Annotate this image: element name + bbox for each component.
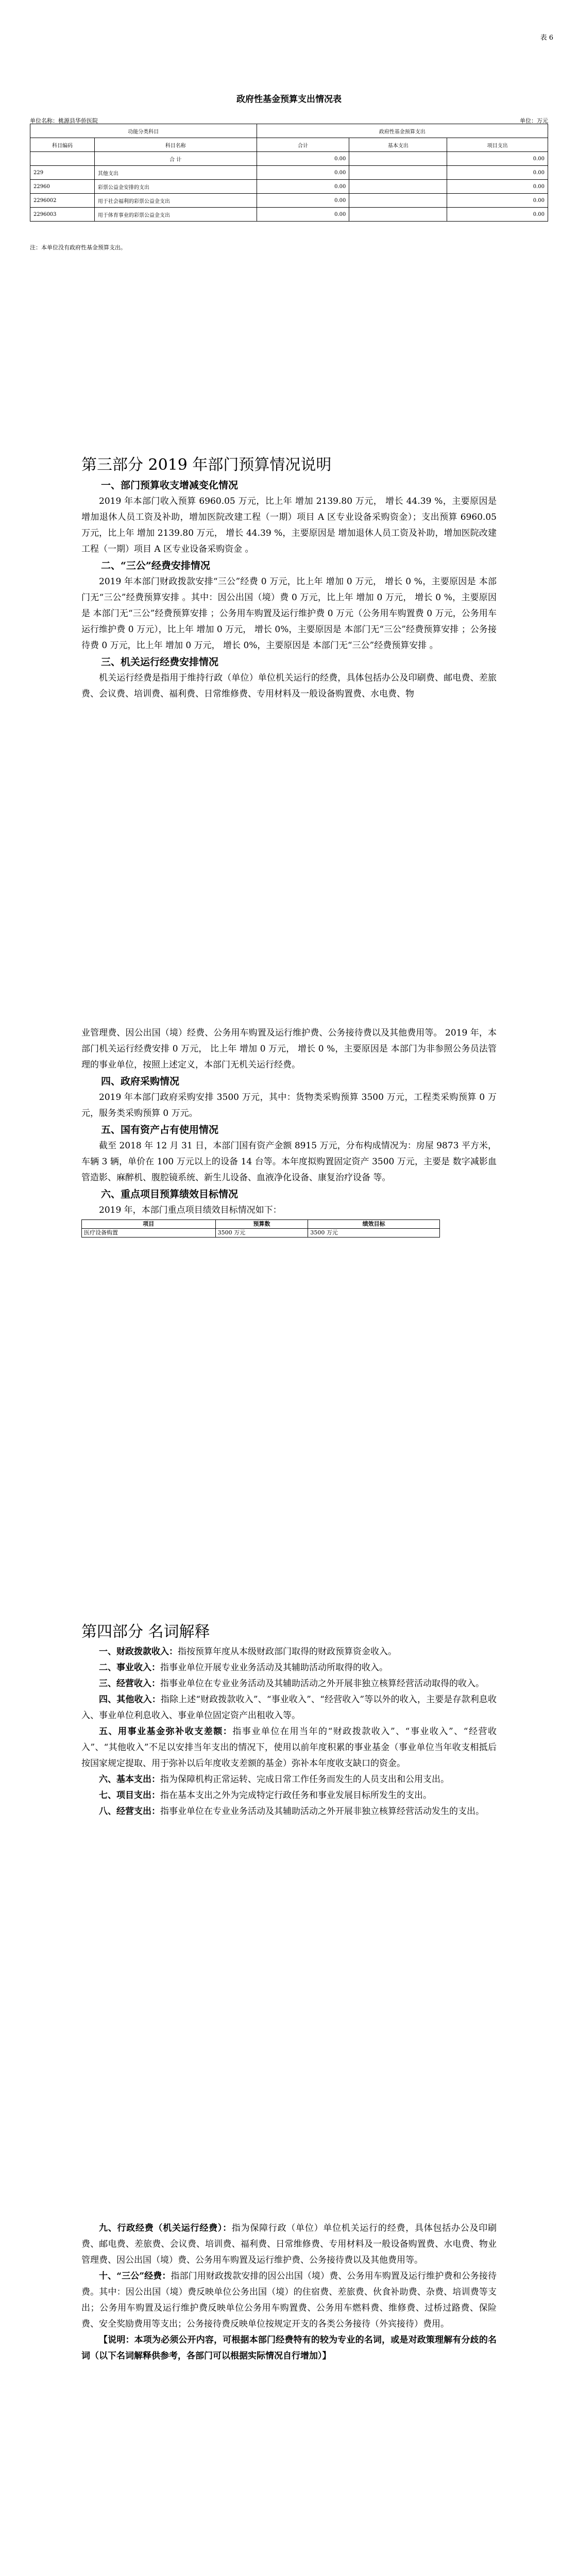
row-name: 用于社会福利的彩票公益金支出 bbox=[94, 194, 257, 208]
term: 九、行政经费（机关运行经费）： bbox=[99, 2223, 232, 2233]
kpi-budget: 3500 万元 bbox=[215, 1229, 308, 1238]
term: 二、事业收入： bbox=[99, 1663, 160, 1673]
term: 一、财政拨款收入： bbox=[99, 1647, 178, 1657]
header-code: 科目编码 bbox=[30, 138, 95, 152]
row-code: 229 bbox=[30, 166, 95, 180]
section-title: 一、部门预算收支增减变化情况 bbox=[101, 480, 239, 491]
row-project: 0.00 bbox=[447, 208, 548, 222]
term: 七、项目支出： bbox=[99, 1790, 160, 1801]
row-code: 22960 bbox=[30, 180, 95, 194]
part4-block-b bbox=[81, 2221, 497, 2364]
term-text: 指事业单位在用当年的“财政拨款收入”、“事业收入”、“经营收入”、“其他收入”不足以安排当年支出的情况下，使用以前年度积累的事业基金（事业单位当年收支相抵后按国家规定提取、用于弥补以后年度收支差额的基金）弥补本年度收支缺口的资金。 bbox=[81, 1726, 497, 1769]
part3-block-b bbox=[81, 1025, 497, 1238]
fund-table bbox=[30, 124, 548, 222]
table-row bbox=[30, 194, 548, 208]
term-text: 指为保障行政（单位）单位机关运行的经费，具体包括办公及印刷费、邮电费、差旅费、会议费、培训费、福利费、日常维修费、专用材料及一般设备购置费、水电费、物业管理费、因公出国（境）费、公务用车购置及运行维护费、公务接待费以及其他费用等。 bbox=[81, 2223, 497, 2265]
section-title: 二、“三公”经费安排情况 bbox=[101, 560, 210, 571]
term-text: 指除上述“财政拨款收入”、“事业收入”、“经营收入”等以外的收入，主要是存款利息收入、事业单位利息收入、事业单位固定资产出租收入等。 bbox=[81, 1694, 497, 1721]
unit-name: 桃源县华侨医院 bbox=[58, 117, 98, 124]
row-project: 0.00 bbox=[447, 180, 548, 194]
definition bbox=[81, 1804, 497, 1820]
term: 六、基本支出： bbox=[99, 1774, 160, 1785]
closing-note: 【说明：本项为必须公开内容，可根据本部门经费特有的较为专业的名词，或是对政策理解有分歧的名词（以下名词解释供参考，各部门可以根据实际情况自行增加）】 bbox=[81, 2335, 497, 2361]
paragraph: 2019 年本部门财政拨款安排“三公”经费 0 万元，比上年 增加 0 万元， 增长 0 %，主要原因是 本部门无“三公”经费预算安排 。其中：因公出国（境）费 0 万元，比上年 增加 0 万元， 增长 0 %，主要原因是 本部门无“三公”经费预算安排 ；公务用车购置及运行维护费 0 万元（公务用车购置费 0 万元，公务用车运行维护费 0 万元），比上年 增加 0 万元， 增长 0%，主要原因是 本部门无“三公”经费预算安排 ；公务接待费 0 万元，比上年 增加 0 万元， 增长 0%，主要原因是 本部门无“三公”经费预算安排 。 bbox=[81, 577, 497, 651]
row-basic bbox=[349, 194, 447, 208]
row-basic bbox=[349, 208, 447, 222]
kpi-header-item: 项目 bbox=[82, 1220, 216, 1229]
part3-block-a bbox=[81, 453, 497, 702]
table-row bbox=[30, 208, 548, 222]
term: 十、“三公”经费： bbox=[99, 2271, 171, 2281]
kpi-header-target: 绩效目标 bbox=[308, 1220, 440, 1229]
definition bbox=[81, 1772, 497, 1788]
row-total: 0.00 bbox=[257, 166, 349, 180]
term-text: 指事业单位在专业业务活动及其辅助活动之外开展非独立核算经营活动取得的收入。 bbox=[160, 1679, 484, 1689]
paragraph: 2019 年本部门政府采购安排 3500 万元，其中：货物类采购预算 3500 万元，工程类采购预算 0 万元，服务类采购预算 0 万元。 bbox=[81, 1092, 497, 1118]
table-title: 政府性基金预算支出情况表 bbox=[236, 94, 342, 105]
table-row bbox=[30, 166, 548, 180]
row-project: 0.00 bbox=[447, 166, 548, 180]
paragraph: 2019 年本部门收入预算 6960.05 万元，比上年 增加 2139.80 万元， 增长 44.39 %，主要原因是 增加退休人员工资及补助，增加医院改建工程（一期）项目 A 区专业设备采购资金）；支出预算 6960.05 万元，比上年 增加 2139.80 万元， 增长 44.39 %，主要原因是 增加退休人员工资及补助，增加医院改建工程（一期）项目 A 区专业设备采购资金 。 bbox=[81, 496, 497, 554]
definition bbox=[81, 1660, 497, 1676]
table-note: 注：本单位没有政府性基金预算支出。 bbox=[30, 244, 126, 251]
paragraph: 机关运行经费是指用于维持行政（单位）单位机关运行的经费，具体包括办公及印刷费、邮电费、差旅费、会议费、培训费、福利费、日常维修费、专用材料及一般设备购置费、水电费、物 bbox=[81, 673, 497, 699]
kpi-header-budget: 预算数 bbox=[215, 1220, 308, 1229]
header-name: 科目名称 bbox=[94, 138, 257, 152]
money-unit: 单位：万元 bbox=[520, 117, 548, 124]
row-name: 用于体育事业的彩票公益金支出 bbox=[94, 208, 257, 222]
definition bbox=[81, 1788, 497, 1804]
term: 四、其他收入： bbox=[99, 1694, 161, 1705]
row-basic bbox=[349, 152, 447, 166]
paragraph: 2019 年，本部门重点项目绩效目标情况如下： bbox=[99, 1205, 282, 1215]
term-text: 指按预算年度从本级财政部门取得的财政预算资金收入。 bbox=[178, 1647, 397, 1657]
row-name: 合 计 bbox=[94, 152, 257, 166]
header-budget-group: 政府性基金预算支出 bbox=[257, 124, 548, 138]
row-code: 2296002 bbox=[30, 194, 95, 208]
header-basic: 基本支出 bbox=[349, 138, 447, 152]
definition bbox=[81, 2221, 497, 2268]
part4-block-a bbox=[81, 1620, 497, 1820]
row-total: 0.00 bbox=[257, 208, 349, 222]
part4-heading: 第四部分 名词解释 bbox=[81, 1623, 210, 1641]
term-text: 指事业单位开展专业业务活动及其辅助活动所取得的收入。 bbox=[160, 1663, 388, 1673]
definition bbox=[81, 2268, 497, 2332]
section-title: 五、国有资产占有使用情况 bbox=[101, 1124, 219, 1136]
part3-heading: 第三部分 2019 年部门预算情况说明 bbox=[81, 456, 332, 474]
row-name: 彩票公益金安排的支出 bbox=[94, 180, 257, 194]
table-row bbox=[30, 180, 548, 194]
term: 八、经营支出： bbox=[99, 1806, 160, 1817]
definition bbox=[81, 1724, 497, 1772]
header-func-class: 功能分类科目 bbox=[30, 124, 257, 138]
row-code: 2296003 bbox=[30, 208, 95, 222]
page-number: 表 6 bbox=[540, 34, 553, 42]
row-project: 0.00 bbox=[447, 194, 548, 208]
term-text: 指为保障机构正常运转、完成日常工作任务而发生的人员支出和公用支出。 bbox=[160, 1774, 449, 1785]
table-row bbox=[82, 1229, 440, 1238]
kpi-target: 3500 万元 bbox=[308, 1229, 440, 1238]
term: 三、经营收入： bbox=[99, 1679, 160, 1689]
row-project: 0.00 bbox=[447, 152, 548, 166]
row-name: 其他支出 bbox=[94, 166, 257, 180]
row-total: 0.00 bbox=[257, 180, 349, 194]
section-title: 四、政府采购情况 bbox=[101, 1076, 180, 1087]
term-text: 指事业单位在专业业务活动及其辅助活动之外开展非独立核算经营活动发生的支出。 bbox=[160, 1806, 484, 1817]
row-basic bbox=[349, 180, 447, 194]
header-project: 项目支出 bbox=[447, 138, 548, 152]
row-code bbox=[30, 152, 95, 166]
term-text: 指在基本支出之外为完成特定行政任务和事业发展目标所发生的支出。 bbox=[160, 1790, 432, 1801]
term: 五、用事业基金弥补收支差额： bbox=[99, 1726, 233, 1737]
definition bbox=[81, 1676, 497, 1692]
paragraph: 截至 2018 年 12 月 31 日，本部门国有资产金额 8915 万元，分布构成情况为：房屋 9873 平方米，车辆 3 辆，单价在 100 万元以上的设备 14 台等。本年度拟购置固定资产 3500 万元，主要是 数字减影血管造影、麻醉机、腹腔镜系统、新生儿设备、血液净化设备、康复治疗设备 等。 bbox=[81, 1141, 497, 1183]
kpi-item: 医疗设备购置 bbox=[82, 1229, 216, 1238]
header-total: 合计 bbox=[257, 138, 349, 152]
row-basic bbox=[349, 166, 447, 180]
kpi-table bbox=[81, 1219, 440, 1238]
paragraph: 业管理费、因公出国（境）经费、公务用车购置及运行维护费、公务接待费以及其他费用等。 2019 年，本部门机关运行经费安排 0 万元， 比上年 增加 0 万元， 增长 0 %，主要原因是 本部门为非参照公务员法管理的事业单位，按照上述定义，本部门无机关运行经费。 bbox=[81, 1028, 497, 1070]
section-title: 六、重点项目预算绩效目标情况 bbox=[101, 1189, 239, 1200]
term-text: 指部门用财政拨款安排的因公出国（境）费、公务用车购置及运行维护费和公务接待费。其中：因公出国（境）费反映单位公务出国（境）的住宿费、差旅费、伙食补助费、杂费、培训费等支出；公务用车购置及运行维护费反映单位公务用车购置费、公务用车燃料费、维修费、过桥过路费、保险费、安全奖励费用等支出；公务接待费反映单位按规定开支的各类公务接待（外宾接待）费用。 bbox=[81, 2271, 497, 2329]
table-row bbox=[30, 152, 548, 166]
definition bbox=[81, 1644, 497, 1660]
unit-label: 单位名称： bbox=[30, 117, 58, 124]
row-total: 0.00 bbox=[257, 152, 349, 166]
definition bbox=[81, 1692, 497, 1724]
section-title: 三、机关运行经费安排情况 bbox=[101, 656, 219, 668]
row-total: 0.00 bbox=[257, 194, 349, 208]
